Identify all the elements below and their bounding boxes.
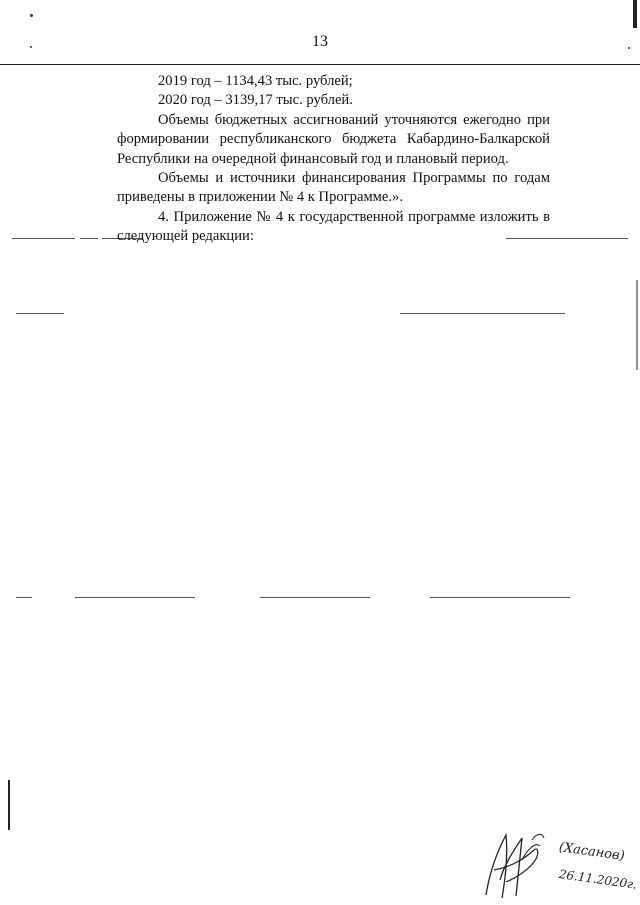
form-line: [260, 597, 370, 598]
paragraph-year-2020: 2020 год – 3139,17 тыс. рублей.: [158, 92, 353, 109]
form-line: [16, 313, 64, 314]
form-line: [75, 597, 195, 598]
form-line: [80, 238, 98, 239]
paragraph-financing-sources: Объемы и источники финансирования Программы по годам приведены в приложении № 4 к Программе.».: [117, 170, 550, 206]
form-line: [400, 313, 565, 314]
form-line: [12, 238, 75, 239]
form-line: [16, 597, 32, 598]
paragraph-year-2019: 2019 год – 1134,43 тыс. рублей;: [158, 73, 353, 89]
page-number: 13: [312, 33, 328, 50]
scan-edge-mark: [8, 780, 10, 830]
scan-edge-mark: [633, 0, 637, 28]
signature-date: 26.11.2020г.: [558, 867, 638, 892]
paragraph-budget-allocations: Объемы бюджетных ассигнований уточняются ежегодно при формировании республиканского бюджета Кабардино-Балкарской Республики на очередной финансовый год и плановый период.: [117, 111, 550, 167]
form-line: [430, 597, 570, 598]
header-rule: [0, 64, 640, 65]
document-body: [117, 72, 550, 247]
scan-speck: [30, 14, 33, 17]
scan-edge-mark: [636, 280, 638, 370]
signature-name: (Хасанов): [557, 840, 626, 865]
paragraph-appendix-4: 4. Приложение № 4 к государственной программе изложить в следующей редакции:: [117, 208, 550, 245]
